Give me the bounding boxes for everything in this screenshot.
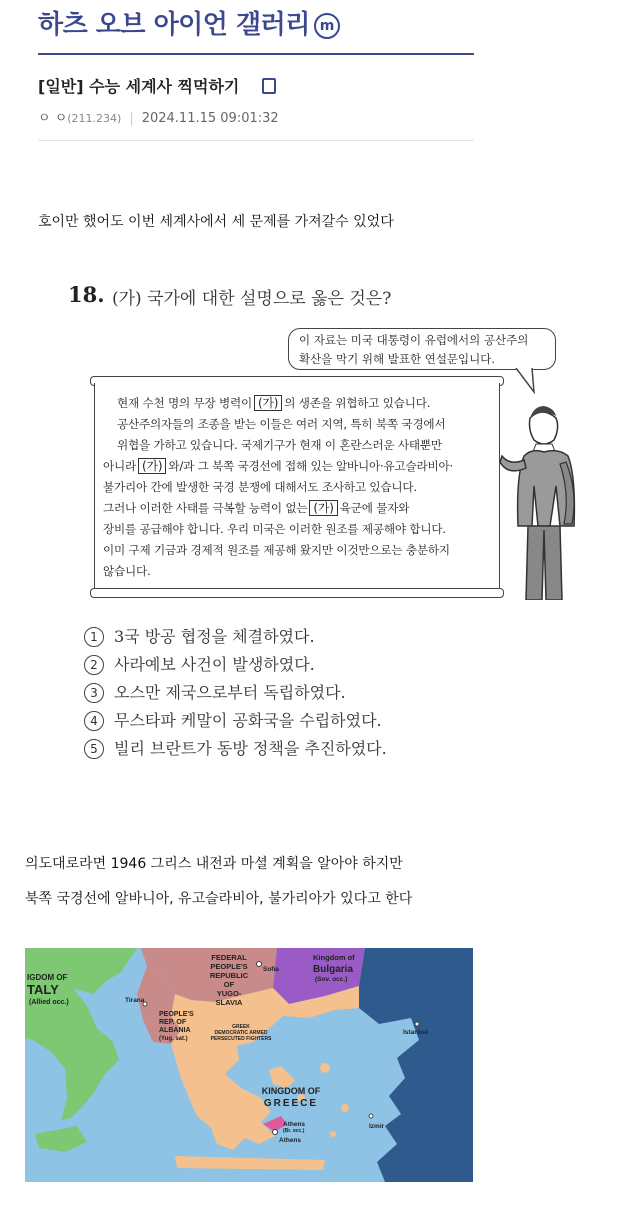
bubble-line: 이 자료는 미국 대통령이 유럽에서의 공산주의: [299, 333, 529, 347]
answer-choice-1: [84, 624, 315, 647]
choice-number: 2: [84, 655, 104, 675]
athens-marker: [273, 1130, 278, 1135]
passage-line: 불가리아 간에 발생한 국경 분쟁에 대해서도 조사하고 있습니다.: [103, 480, 417, 494]
bulgaria-label: (Sov. occ.): [315, 976, 348, 983]
yugoslavia-label: YUGO-: [216, 989, 242, 998]
post-meta: [38, 107, 279, 126]
aegean-island: [341, 1104, 349, 1112]
passage-line: [117, 395, 430, 411]
meta-divider: [38, 140, 474, 141]
city-label-tirana: Tirana: [125, 997, 145, 1004]
speech-bubble: [288, 328, 556, 370]
city-label-istanbul: Istanbul: [403, 1029, 428, 1036]
passage-text: 현재 수천 명의 무장 병력이: [117, 396, 252, 410]
passage-line: 않습니다.: [103, 564, 151, 578]
yugoslavia-label: OF: [223, 980, 235, 989]
answer-choice-3: [84, 680, 346, 703]
passage-line: 위협을 가하고 있습니다. 국제기구가 현재 이 혼란스러운 사태뿐만: [117, 438, 442, 452]
ga-box: (가): [309, 500, 337, 516]
historical-map: [25, 948, 473, 1182]
greece-label: KINGDOM OF: [261, 1086, 321, 1096]
post-body-line: 호이만 했어도 이번 세계사에서 세 문제를 가져갈수 있었다: [38, 214, 394, 230]
choice-text: 오스만 제국으로부터 독립하였다.: [114, 683, 346, 702]
passage-line: [103, 458, 453, 474]
gallery-name[interactable]: 하츠 오브 아이언 갤러리: [38, 10, 310, 40]
albania-label: PEOPLE'S: [159, 1011, 194, 1018]
teacher-illustration: [500, 404, 580, 600]
passage-text: 그러나 이러한 사태를 극복할 능력이 없는: [103, 501, 308, 515]
izmir-marker: [369, 1114, 373, 1118]
italy-label: (Allied occ.): [29, 999, 69, 1006]
yugoslavia-label: SLAVIA: [215, 998, 243, 1007]
passage-line: [103, 500, 409, 516]
post-body-line: 북쪽 국경선에 알바니아, 유고슬라비아, 불가리아가 있다고 한다: [25, 891, 413, 907]
scroll-passage: [94, 383, 500, 589]
albania-label: ALBANIA: [159, 1027, 191, 1034]
greece-label: GREECE: [263, 1098, 319, 1109]
question-number: 18.: [68, 282, 105, 307]
passage-text: 의 생존을 위협하고 있습니다.: [284, 396, 431, 410]
bulgaria-label: Kingdom of: [313, 953, 355, 962]
exam-question-image: [60, 272, 580, 777]
gallery-title[interactable]: [38, 4, 340, 41]
aegean-island: [320, 1063, 330, 1073]
partisans-label: DEMOCRATIC ARMED: [214, 1030, 268, 1036]
yugoslavia-label: REPUBLIC: [209, 971, 249, 980]
post-category: [일반]: [38, 77, 84, 96]
choice-text: 3국 방공 협정을 체결하였다.: [114, 627, 315, 646]
post-body-line: 의도대로라면 1946 그리스 내전과 마셜 계획을 알아야 하지만: [25, 856, 403, 872]
sofia-marker: [257, 962, 262, 967]
yugoslavia-label: FEDERAL: [211, 953, 247, 962]
partisans-label: PERSECUTED FIGHTERS: [210, 1036, 272, 1042]
partisans-label: GREEK: [232, 1024, 250, 1030]
aegean-island: [330, 1131, 336, 1137]
ga-box: (가): [254, 395, 282, 411]
italy-label: TALY: [27, 982, 59, 997]
city-label-athens-sub: (Br. occ.): [283, 1128, 305, 1134]
choice-number: 1: [84, 627, 104, 647]
choice-number: 4: [84, 711, 104, 731]
bulgaria-label: Bulgaria: [313, 964, 354, 975]
city-label-izmir: Izmir: [369, 1123, 385, 1130]
albania-label: REP. OF: [159, 1019, 187, 1026]
passage-text: 와/과 그 북쪽 국경선에 접해 있는 알바니아·유고슬라비아·: [168, 459, 453, 473]
bookmark-icon[interactable]: [262, 78, 276, 94]
answer-choice-2: [84, 652, 315, 675]
post-title-text: 수능 세계사 찍먹하기: [89, 77, 240, 96]
yugoslavia-label: PEOPLE'S: [210, 962, 248, 971]
city-label-sofia: Sofia: [263, 966, 279, 973]
passage-line: 이미 구제 기금과 경제적 원조를 제공해 왔지만 이것만으로는 충분하지: [103, 543, 450, 557]
author-ip: (211.234): [67, 112, 122, 125]
answer-choice-4: [84, 708, 382, 731]
choice-text: 사라예보 사건이 발생하였다.: [114, 655, 315, 674]
answer-choice-5: [84, 736, 387, 759]
meta-separator: |: [129, 111, 134, 126]
italy-label: IGDOM OF: [27, 973, 68, 982]
author-name[interactable]: ㅇ ㅇ: [38, 111, 68, 126]
bubble-line: 확산을 막기 위해 발표한 연설문입니다.: [299, 352, 496, 366]
choice-number: 5: [84, 739, 104, 759]
scroll-bottom-roll: [90, 588, 504, 598]
city-label-athens: Athens: [279, 1137, 302, 1144]
post-date: 2024.11.15 09:01:32: [141, 111, 279, 126]
albania-label: (Yug. sat.): [159, 1036, 188, 1042]
choice-number: 3: [84, 683, 104, 703]
passage-line: 장비를 공급해야 합니다. 우리 미국은 이러한 원조를 제공해야 합니다.: [103, 522, 446, 536]
choice-text: 무스타파 케말이 공화국을 수립하였다.: [114, 711, 382, 730]
bubble-tail: [512, 368, 542, 394]
header-divider: [38, 53, 474, 55]
istanbul-marker: [415, 1022, 419, 1026]
ga-box: (가): [138, 458, 166, 474]
post-title: [38, 74, 239, 97]
minor-gallery-badge-icon: m: [314, 13, 340, 39]
choice-text: 빌리 브란트가 동방 정책을 추진하였다.: [114, 739, 387, 758]
passage-text: 아니라: [103, 459, 136, 473]
question-stem: (가) 국가에 대한 설명으로 옳은 것은?: [112, 289, 392, 309]
passage-text: 육군에 물자와: [339, 501, 410, 515]
city-label-athens: Athens: [283, 1121, 306, 1128]
passage-line: 공산주의자들의 조종을 받는 이들은 여러 지역, 특히 북쪽 국경에서: [117, 417, 446, 431]
